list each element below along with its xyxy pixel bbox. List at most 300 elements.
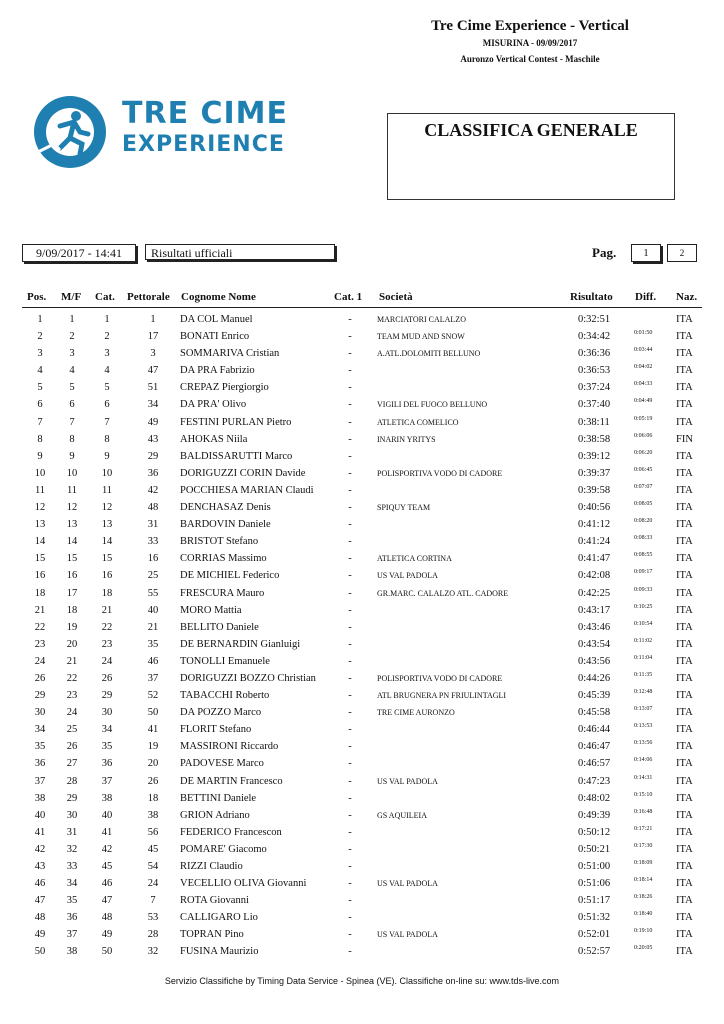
cell-naz: ITA [676, 331, 693, 343]
cell-societa: TRE CIME AURONZO [377, 708, 455, 718]
cell-risultato: 0:43:46 [578, 621, 611, 633]
cell-pettorale: 32 [147, 946, 159, 958]
cell-risultato: 0:45:58 [578, 707, 611, 719]
cell-cat1: - [348, 519, 352, 531]
cell-mf: 37 [66, 929, 78, 941]
cell-risultato: 0:38:58 [578, 433, 611, 445]
cell-cat: 42 [101, 843, 113, 855]
cell-pos: 41 [34, 826, 46, 838]
cell-name: TABACCHI Roberto [180, 690, 270, 702]
cell-risultato: 0:46:57 [578, 758, 611, 770]
cell-pettorale: 56 [147, 826, 159, 838]
cell-risultato: 0:37:24 [578, 382, 611, 394]
cell-pettorale: 25 [147, 570, 159, 582]
cell-risultato: 0:32:51 [578, 314, 611, 325]
cell-pos: 22 [34, 621, 46, 633]
cell-name: FUSINA Maurizio [180, 946, 259, 958]
cell-naz: ITA [676, 724, 693, 736]
cell-cat1: - [348, 843, 352, 855]
cell-pos: 30 [34, 707, 46, 719]
table-row [0, 466, 724, 483]
cell-name: DORIGUZZI BOZZO Christian [180, 672, 316, 684]
cell-pettorale: 36 [147, 467, 159, 479]
cell-cat: 30 [101, 707, 113, 719]
cell-diff: 0:20:05 [634, 945, 653, 952]
cell-mf: 12 [66, 502, 78, 514]
cell-pos: 35 [34, 741, 46, 753]
cell-risultato: 0:41:12 [578, 519, 611, 531]
cell-pettorale: 53 [147, 912, 159, 924]
cell-cat1: - [348, 314, 352, 325]
cell-mf: 31 [66, 826, 78, 838]
cell-naz: ITA [676, 741, 693, 753]
cell-risultato: 0:47:23 [578, 775, 611, 787]
cell-diff: 0:08:20 [634, 518, 653, 525]
cell-pettorale: 55 [147, 587, 159, 599]
cell-cat1: - [348, 604, 352, 616]
cell-diff: 0:17:30 [634, 842, 653, 849]
cell-cat: 8 [104, 433, 110, 445]
cell-naz: ITA [676, 382, 693, 394]
cell-pettorale: 50 [147, 707, 159, 719]
cell-cat1: - [348, 467, 352, 479]
cell-societa: POLISPORTIVA VODO DI CADORE [377, 468, 503, 478]
cell-diff: 0:13:53 [634, 723, 653, 730]
cell-diff: 0:05:19 [634, 415, 653, 422]
cell-pos: 26 [34, 672, 46, 684]
cell-cat1: - [348, 912, 352, 924]
cell-pettorale: 47 [147, 365, 159, 377]
cell-pos: 37 [34, 775, 46, 787]
cell-societa: GS AQUILEIA [377, 810, 427, 820]
cell-cat1: - [348, 878, 352, 890]
cell-pettorale: 38 [147, 809, 159, 821]
cell-societa: ATL BRUGNERA PN FRIULINTAGLI [377, 691, 507, 701]
cell-naz: ITA [676, 946, 693, 958]
cell-mf: 38 [66, 946, 78, 958]
cell-cat: 26 [101, 672, 113, 684]
cell-diff: 0:08:05 [634, 501, 653, 508]
cell-risultato: 0:43:54 [578, 638, 611, 650]
cell-cat: 36 [101, 758, 113, 770]
cell-mf: 17 [66, 587, 78, 599]
cell-cat1: - [348, 929, 352, 941]
cell-name: TOPRAN Pino [180, 929, 244, 941]
cell-pos: 50 [34, 946, 46, 958]
cell-naz: ITA [676, 912, 693, 924]
cell-risultato: 0:36:36 [578, 348, 611, 360]
cell-naz: ITA [676, 467, 693, 479]
cell-cat1: - [348, 553, 352, 565]
cell-societa: ATLETICA CORTINA [377, 554, 452, 564]
cell-name: CALLIGARO Lio [180, 912, 258, 924]
cell-name: GRION Adriano [180, 809, 250, 821]
cell-pos: 14 [34, 536, 46, 548]
cell-naz: ITA [676, 570, 693, 582]
cell-diff: 0:13:56 [634, 740, 653, 747]
cell-cat1: - [348, 826, 352, 838]
cell-cat1: - [348, 946, 352, 958]
cell-cat1: - [348, 672, 352, 684]
cell-pettorale: 31 [147, 519, 159, 531]
cell-cat: 18 [101, 587, 113, 599]
cell-cat: 40 [101, 809, 113, 821]
cell-cat1: - [348, 416, 352, 428]
cell-cat: 23 [101, 638, 113, 650]
cell-mf: 2 [69, 331, 75, 343]
cell-cat: 15 [101, 553, 113, 565]
cell-naz: ITA [676, 416, 693, 428]
cell-naz: ITA [676, 502, 693, 514]
cell-diff: 0:16:48 [634, 808, 653, 815]
cell-diff: 0:12:48 [634, 689, 653, 696]
cell-name: FESTINI PURLAN Pietro [180, 416, 292, 428]
cell-cat: 45 [101, 861, 113, 872]
cell-risultato: 0:42:25 [578, 587, 611, 599]
cell-mf: 34 [66, 878, 78, 890]
cell-diff: 0:14:31 [634, 774, 653, 781]
cell-name: DE MICHIEL Federico [180, 570, 280, 582]
cell-mf: 6 [69, 399, 75, 411]
cell-risultato: 0:44:26 [578, 672, 611, 684]
cell-cat1: - [348, 655, 352, 667]
footer-credits: Servizio Classifiche by Timing Data Service - Spinea (VE). Classifiche on-line su: www.tds-live.com [164, 976, 560, 986]
cell-pettorale: 1 [150, 314, 156, 325]
cell-mf: 33 [66, 861, 78, 872]
cell-cat: 29 [101, 690, 113, 702]
cell-name: DORIGUZZI CORIN Davide [180, 467, 306, 479]
cell-naz: ITA [676, 707, 693, 719]
cell-pos: 15 [34, 553, 46, 565]
logo-text-tre-cime: TRE CIME [122, 96, 289, 131]
cell-pos: 11 [34, 484, 46, 496]
cell-cat1: - [348, 809, 352, 821]
cell-name: TONOLLI Emanuele [180, 655, 270, 667]
cell-naz: ITA [676, 621, 693, 633]
cell-cat: 2 [104, 331, 110, 343]
cell-risultato: 0:52:57 [578, 946, 611, 958]
cell-pettorale: 46 [147, 655, 159, 667]
cell-risultato: 0:52:01 [578, 929, 611, 941]
cell-mf: 32 [66, 843, 78, 855]
table-row [0, 586, 724, 603]
cell-cat1: - [348, 638, 352, 650]
page-current: 1 [631, 244, 661, 262]
table-row [0, 774, 724, 791]
cell-mf: 28 [66, 775, 78, 787]
table-row [0, 927, 724, 944]
cell-pettorale: 49 [147, 416, 159, 428]
cell-name: CORRIAS Massimo [180, 553, 267, 565]
cell-pos: 23 [34, 638, 46, 650]
cell-pos: 13 [34, 519, 46, 531]
cell-name: MORO Mattia [180, 604, 242, 616]
results-table [0, 312, 724, 962]
cell-pos: 12 [34, 502, 46, 514]
cell-pos: 40 [34, 809, 46, 821]
cell-diff: 0:08:33 [634, 535, 653, 542]
cell-cat: 46 [101, 878, 113, 890]
cell-name: FRESCURA Mauro [180, 587, 265, 599]
cell-mf: 4 [69, 365, 75, 377]
cell-pos: 47 [34, 895, 46, 907]
cell-diff: 0:04:49 [634, 398, 653, 405]
cell-pettorale: 21 [147, 621, 159, 633]
cell-cat1: - [348, 690, 352, 702]
cell-naz: ITA [676, 895, 693, 907]
cell-name: BONATI Enrico [180, 331, 250, 343]
cell-diff: 0:19:10 [634, 928, 653, 935]
col-header-mf: M/F [61, 291, 82, 303]
cell-cat: 3 [104, 348, 110, 360]
cell-naz: ITA [676, 604, 693, 616]
cell-name: PADOVESE Marco [180, 758, 264, 770]
col-header-cat: Cat. [95, 291, 115, 303]
cell-cat1: - [348, 621, 352, 633]
cell-name: BELLITO Daniele [180, 621, 259, 633]
cell-diff: 0:07:07 [634, 483, 653, 490]
cell-mf: 16 [66, 570, 78, 582]
cell-pos: 4 [37, 365, 43, 377]
cell-societa: SPIQUY TEAM [377, 503, 431, 513]
cell-pos: 8 [37, 433, 43, 445]
table-row [0, 842, 724, 859]
table-row [0, 500, 724, 517]
cell-pos: 16 [34, 570, 46, 582]
cell-risultato: 0:37:40 [578, 399, 611, 411]
cell-name: DA POZZO Marco [180, 707, 262, 719]
cell-mf: 36 [66, 912, 78, 924]
cell-naz: ITA [676, 775, 693, 787]
cell-pettorale: 33 [147, 536, 159, 548]
cell-cat1: - [348, 433, 352, 445]
cell-cat: 50 [101, 946, 113, 958]
print-datetime: 9/09/2017 - 14:41 [22, 244, 136, 262]
cell-name: BALDISSARUTTI Marco [180, 450, 293, 462]
cell-naz: ITA [676, 655, 693, 667]
cell-societa: ATLETICA COMELICO [377, 417, 459, 427]
cell-societa: TEAM MUD AND SNOW [377, 332, 465, 342]
cell-risultato: 0:45:39 [578, 690, 611, 702]
cell-naz: ITA [676, 861, 693, 872]
cell-naz: ITA [676, 792, 693, 804]
cell-cat1: - [348, 502, 352, 514]
cell-naz: ITA [676, 536, 693, 548]
col-header-societa: Società [379, 291, 413, 303]
cell-pettorale: 48 [147, 502, 159, 514]
cell-mf: 21 [66, 655, 78, 667]
cell-name: BARDOVIN Daniele [180, 519, 271, 531]
cell-diff: 0:09:33 [634, 586, 653, 593]
cell-name: SOMMARIVA Cristian [180, 348, 280, 360]
cell-pettorale: 7 [150, 895, 156, 907]
cell-diff: 0:10:25 [634, 603, 653, 610]
cell-pettorale: 16 [147, 553, 159, 565]
cell-name: BETTINI Daniele [180, 792, 257, 804]
cell-cat1: - [348, 536, 352, 548]
cell-pettorale: 18 [147, 792, 159, 804]
cell-name: ROTA Giovanni [180, 895, 249, 907]
table-row [0, 705, 724, 722]
cell-mf: 18 [66, 604, 78, 616]
table-row [0, 568, 724, 585]
cell-naz: ITA [676, 587, 693, 599]
cell-risultato: 0:48:02 [578, 792, 611, 804]
header-divider [22, 307, 702, 308]
classifica-box [387, 113, 675, 200]
cell-cat1: - [348, 792, 352, 804]
cell-pos: 10 [34, 467, 46, 479]
cell-risultato: 0:36:53 [578, 365, 611, 377]
cell-cat1: - [348, 365, 352, 377]
cell-cat1: - [348, 758, 352, 770]
cell-name: CREPAZ Piergiorgio [180, 382, 269, 394]
cell-naz: ITA [676, 553, 693, 565]
cell-name: MASSIRONI Riccardo [180, 741, 279, 753]
cell-name: BRISTOT Stefano [180, 536, 259, 548]
cell-societa: MARCIATORI CALALZO [377, 315, 466, 324]
cell-societa: US VAL PADOLA [377, 930, 438, 940]
cell-naz: ITA [676, 365, 693, 377]
cell-pos: 5 [37, 382, 43, 394]
cell-societa: GR.MARC. CALALZO ATL. CADORE [377, 588, 509, 598]
cell-diff: 0:03:44 [634, 347, 653, 354]
cell-pettorale: 34 [147, 399, 159, 411]
cell-pos: 24 [34, 655, 46, 667]
table-row [0, 859, 724, 876]
cell-pettorale: 3 [150, 348, 156, 360]
col-header-diff: Diff. [635, 291, 657, 303]
cell-name: FEDERICO Francescon [180, 826, 282, 838]
cell-risultato: 0:49:39 [578, 809, 611, 821]
cell-naz: ITA [676, 314, 693, 325]
cell-name: DENCHASAZ Denis [180, 502, 271, 514]
classifica-title: CLASSIFICA GENERALE [424, 120, 638, 140]
cell-mf: 22 [66, 672, 78, 684]
cell-societa: US VAL PADOLA [377, 879, 438, 889]
cell-cat: 24 [101, 655, 113, 667]
results-status: Risultati ufficiali [145, 244, 335, 260]
table-row [0, 671, 724, 688]
col-header-cat1: Cat. 1 [334, 291, 363, 303]
cell-naz: ITA [676, 519, 693, 531]
cell-risultato: 0:51:06 [578, 878, 611, 890]
cell-name: FLORIT Stefano [180, 724, 252, 736]
cell-pos: 42 [34, 843, 46, 855]
cell-cat: 1 [104, 314, 110, 325]
cell-diff: 0:06:20 [634, 449, 653, 456]
page-total: 2 [667, 244, 697, 262]
cell-risultato: 0:39:58 [578, 484, 611, 496]
logo-text-experience: EXPERIENCE [122, 132, 285, 157]
table-row [0, 397, 724, 414]
cell-societa: POLISPORTIVA VODO DI CADORE [377, 673, 503, 683]
table-row [0, 551, 724, 568]
cell-cat: 10 [101, 467, 113, 479]
cell-pos: 18 [34, 587, 46, 599]
cell-pos: 3 [37, 348, 43, 360]
cell-cat: 22 [101, 621, 113, 633]
cell-diff: 0:11:04 [634, 654, 653, 661]
cell-naz: ITA [676, 929, 693, 941]
cell-cat1: - [348, 895, 352, 907]
cell-pettorale: 26 [147, 775, 159, 787]
cell-cat1: - [348, 724, 352, 736]
cell-mf: 11 [66, 484, 78, 496]
table-row [0, 944, 724, 961]
cell-risultato: 0:38:11 [578, 416, 610, 428]
cell-risultato: 0:50:21 [578, 843, 611, 855]
table-row [0, 432, 724, 449]
table-row [0, 346, 724, 363]
cell-naz: ITA [676, 843, 693, 855]
cell-cat: 35 [101, 741, 113, 753]
table-row [0, 620, 724, 637]
cell-diff: 0:04:33 [634, 381, 653, 388]
cell-naz: FIN [676, 433, 693, 445]
cell-mf: 30 [66, 809, 78, 821]
cell-cat1: - [348, 399, 352, 411]
cell-cat: 34 [101, 724, 113, 736]
cell-mf: 1 [69, 314, 75, 325]
cell-mf: 26 [66, 741, 78, 753]
cell-cat: 47 [101, 895, 113, 907]
table-row [0, 893, 724, 910]
cell-risultato: 0:41:24 [578, 536, 611, 548]
cell-name: POCCHIESA MARIAN Claudi [180, 484, 314, 496]
cell-naz: ITA [676, 672, 693, 684]
cell-cat: 7 [104, 416, 110, 428]
cell-cat1: - [348, 348, 352, 360]
cell-risultato: 0:34:42 [578, 331, 611, 343]
cell-pos: 29 [34, 690, 46, 702]
cell-risultato: 0:51:32 [578, 912, 611, 924]
cell-name: VECELLIO OLIVA Giovanni [180, 878, 307, 890]
cell-naz: ITA [676, 399, 693, 411]
table-row [0, 876, 724, 893]
cell-mf: 35 [66, 895, 78, 907]
cell-mf: 20 [66, 638, 78, 650]
runner-logo-icon [30, 92, 110, 172]
cell-cat1: - [348, 587, 352, 599]
event-contest: Auronzo Vertical Contest - Maschile [460, 54, 600, 64]
table-row [0, 312, 724, 329]
table-row [0, 329, 724, 346]
table-row [0, 808, 724, 825]
cell-cat: 48 [101, 912, 113, 924]
cell-mf: 29 [66, 792, 78, 804]
event-title: Tre Cime Experience - Vertical [431, 18, 629, 34]
cell-societa: US VAL PADOLA [377, 776, 438, 786]
cell-pettorale: 41 [147, 724, 159, 736]
cell-pettorale: 54 [147, 861, 159, 872]
cell-pettorale: 17 [147, 331, 159, 343]
table-row [0, 910, 724, 927]
cell-naz: ITA [676, 758, 693, 770]
cell-risultato: 0:42:08 [578, 570, 611, 582]
cell-pettorale: 52 [147, 690, 159, 702]
cell-mf: 7 [69, 416, 75, 428]
cell-naz: ITA [676, 348, 693, 360]
cell-pettorale: 40 [147, 604, 159, 616]
cell-pos: 2 [37, 331, 43, 343]
cell-naz: ITA [676, 809, 693, 821]
cell-mf: 8 [69, 433, 75, 445]
cell-naz: ITA [676, 450, 693, 462]
cell-cat: 5 [104, 382, 110, 394]
cell-risultato: 0:51:00 [578, 861, 611, 872]
tre-cime-logo [30, 92, 290, 172]
